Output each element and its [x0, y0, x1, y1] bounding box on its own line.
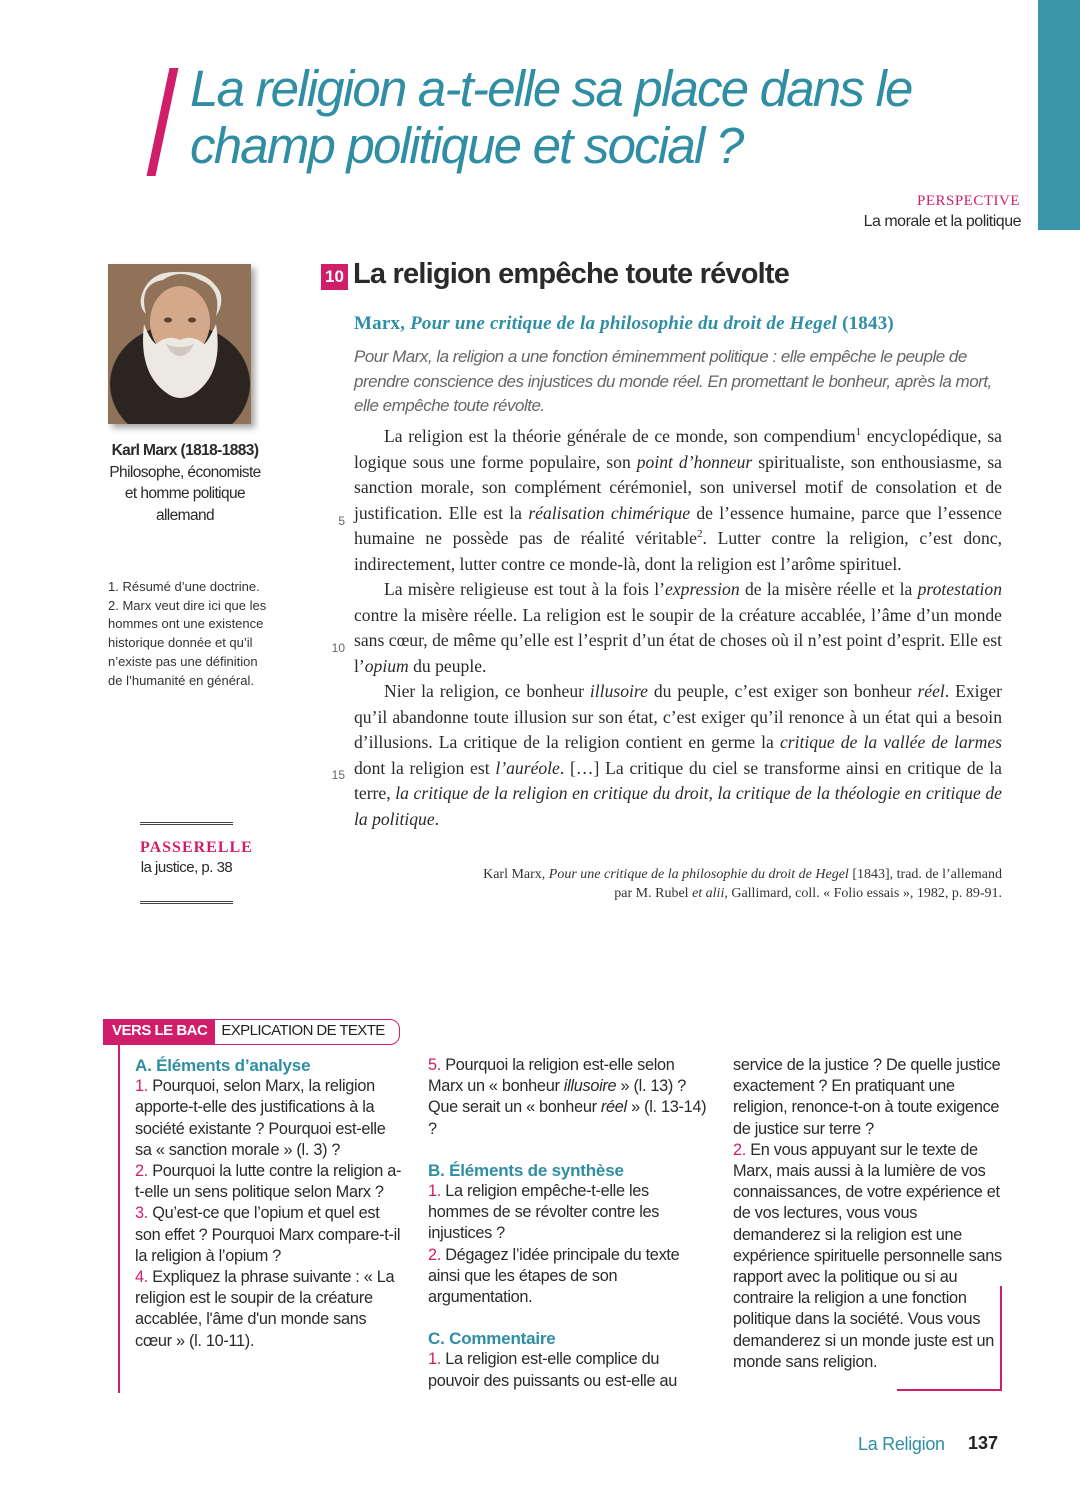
portrait-drawing — [108, 264, 251, 424]
section-number: 10 — [321, 264, 348, 290]
bac-column-1 — [135, 1055, 405, 1352]
bac-label: VERS LE BAC — [104, 1020, 215, 1044]
portrait-caption — [108, 440, 262, 526]
commentary-1-end: service de la justice ? De quelle justice exactement ? En pratiquant une religion, renonce-t-on à toute exigence de justice sur terre ? — [733, 1056, 1001, 1138]
synthesis-2: 2. Dégagez l’idée principale du texte ainsi que les étapes de son argumentation. — [428, 1245, 680, 1307]
perspective-subtitle: La morale et la politique — [863, 213, 1021, 230]
line-number-10: 10 — [331, 641, 345, 655]
question-4: 4. Expliquez la phrase suivante : « La religion est le soupir de la créature accablée, l'âme d'un monde sans cœur » (l. 10-11). — [135, 1268, 395, 1350]
question-3: 3. Qu’est-ce que l’opium et quel est son effet ? Pourquoi Marx compare-t-il la religion à l’opium ? — [135, 1204, 401, 1265]
commentary-2: 2. En vous appuyant sur le texte de Marx, mais aussi à la lumière de vos connaissances, de votre expérience et de vos lectures, vous vous demanderez si la religion est une expérience spirituelle personnelle sans rapport avec la politique ou si au contraire la religion a une fonction politique dans la société. Vous vous demanderez si un monde juste est un monde sans religion. — [733, 1140, 1002, 1371]
bac-sublabel: EXPLICATION DE TEXTE — [221, 1022, 385, 1039]
section-title: La religion empêche toute révolte — [353, 258, 790, 290]
commentary-1-start: 1. La religion est-elle complice du pouvoir des puissants ou est-elle au — [428, 1350, 677, 1390]
footer-chapter: La Religion — [858, 1434, 945, 1454]
passerelle-link[interactable]: la justice, p. 38 — [140, 859, 233, 876]
page-title: La religion a-t-elle sa place dans le champ politique et social ? — [190, 60, 912, 174]
bac-header — [103, 1019, 400, 1045]
paragraph-3: Nier la religion, ce bonheur illusoire du peuple, c’est exiger son bonheur réel. Exiger qu’il abandonne toute illusion sur son état, c’est exiger qu’il renonce à un état qui a besoin d’illusions. La critique de la religion contient en germe la critique de la vallée de larmes dont la religion est l’auréole. […] La critique du ciel se transforme ainsi en critique de la terre, la critique de la religion en critique du droit, la critique de la théologie en critique de la politique. — [354, 681, 1003, 829]
end-mark-horizontal — [897, 1389, 1002, 1391]
chapter-tab — [1038, 0, 1080, 230]
footnote-2: 2. Marx veut dire ici que les hommes ont une existence historique donnée et qu’il n’existe pas une définition de l’humanité en général. — [108, 597, 267, 688]
section-c-title: C. Commentaire — [428, 1329, 556, 1349]
source-reference: Karl Marx, Pour une critique de la philosophie du droit de Hegel [1843], trad. de l’allemand par M. Rubel et alii, Gallimard, coll. « Folio essais », 1982, p. 89-91. — [483, 867, 1002, 901]
passerelle-box — [140, 822, 253, 904]
section-a-title: A. Éléments d’analyse — [135, 1056, 311, 1075]
paragraph-2: La misère religieuse est tout à la fois l’expression de la misère réelle et la protestation contre la misère réelle. La religion est le soupir de la créature accablée, l’âme d’un monde sans cœur, de même qu’elle est l’esprit d’un état de choses où il n’est point d’esprit. Elle est l’opium du peuple. — [354, 579, 1002, 676]
author-name: Marx, — [354, 313, 406, 334]
bac-column-3 — [733, 1055, 1003, 1373]
footnote-ref-1[interactable]: 1 — [855, 426, 862, 439]
work-year: (1843) — [842, 313, 894, 334]
caption-name: Karl Marx (1818-1883) — [111, 442, 259, 459]
portrait-image — [108, 264, 251, 424]
passerelle-title: PASSERELLE — [140, 839, 253, 856]
line-number-5: 5 — [338, 514, 345, 528]
page-number: 137 — [968, 1433, 999, 1453]
work-title: Pour une critique de la philosophie du droit de Hegel — [410, 313, 838, 334]
section-b-title: B. Éléments de synthèse — [428, 1160, 624, 1180]
perspective-label: PERSPECTIVE — [916, 193, 1020, 209]
question-2: 2. Pourquoi la lutte contre la religion a-t-elle un sens politique selon Marx ? — [135, 1162, 402, 1202]
line-number-15: 15 — [331, 768, 345, 782]
main-text — [354, 424, 1002, 832]
intro-text: Pour Marx, la religion a une fonction éminemment politique : elle empêche le peuple de prendre conscience des injustices du monde réel. En promettant le bonheur, après la mort, elle empêche toute révolte. — [354, 347, 992, 415]
footnotes — [108, 578, 268, 690]
caption-description: Philosophe, économiste et homme politique allemand — [109, 463, 261, 524]
end-mark-vertical — [1000, 1286, 1002, 1390]
question-5: 5. Pourquoi la religion est-elle selon Marx un « bonheur illusoire » (l. 13) ? Que serait un « bonheur réel » (l. 13-14) ? — [428, 1056, 707, 1138]
bac-divider — [118, 1043, 120, 1393]
title-accent-bar — [147, 68, 179, 176]
source-author — [354, 313, 894, 335]
question-1: 1. Pourquoi, selon Marx, la religion apporte-t-elle des justifications à la société existante ? Pourquoi est-elle sa « sanction morale » (l. 3) ? — [135, 1077, 386, 1159]
synthesis-1: 1. La religion empêche-t-elle les hommes de se révolter contre les injustices ? — [428, 1182, 660, 1243]
footnote-ref-2[interactable]: 2 — [696, 528, 703, 541]
footnote-1: 1. Résumé d’une doctrine. — [108, 579, 260, 594]
paragraph-1: La religion est la théorie générale de ce monde, son compendium$^1$ encyclopédique, sa logique sous une forme populaire, son point d’honneur spiritualiste, son enthousiasme, sa sanction morale, son complément cérémoniel, son universel motif de consolation et de justification. Elle est la réalisation chimérique de l’essence humaine, parce que l’essence humaine ne possède pas de réalité véritable$^2$. Lutter contre la religion, c’est donc, indirectement, lutter contre ce monde-là, dont la religion est l’arôme spirituel. — [354, 426, 1002, 574]
bac-column-2 — [428, 1055, 708, 1392]
